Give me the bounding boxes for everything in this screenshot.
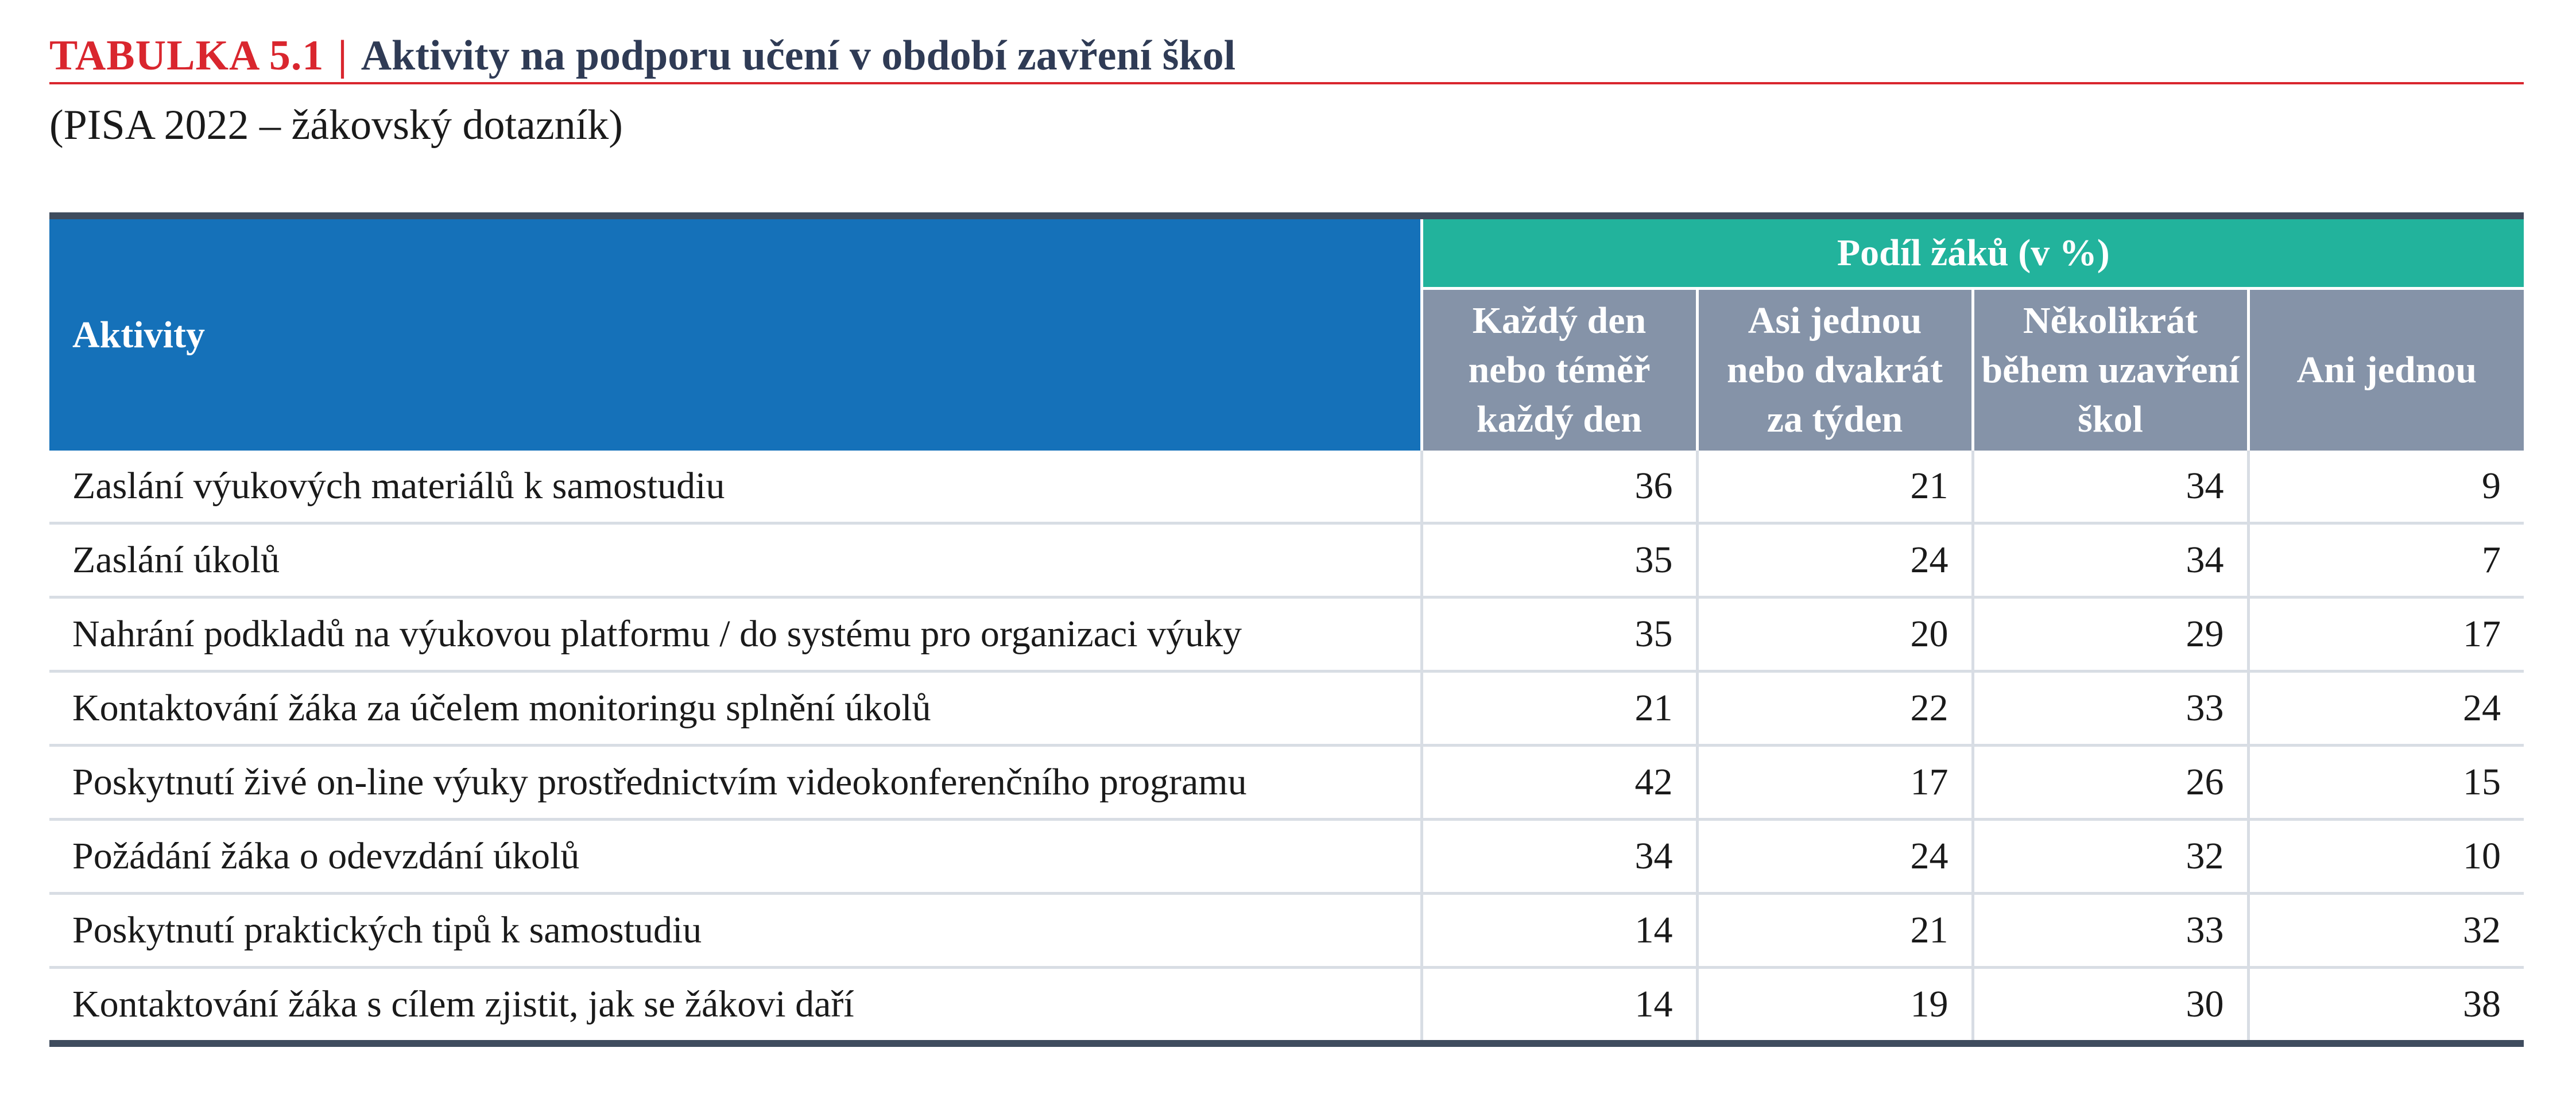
value-cell: 32 xyxy=(1973,820,2248,894)
value-cell: 15 xyxy=(2248,746,2524,820)
activity-cell: Poskytnutí praktických tipů k samostudiu xyxy=(49,894,1421,968)
value-cell: 34 xyxy=(1973,451,2248,523)
table-row xyxy=(49,523,2524,597)
column-header-never: Ani jednou xyxy=(2248,289,2524,451)
value-cell: 22 xyxy=(1697,672,1973,746)
table-row xyxy=(49,968,2524,1044)
value-cell: 35 xyxy=(1421,523,1697,597)
activity-cell: Nahrání podkladů na výukovou platformu / do systému pro organizaci výuky xyxy=(49,597,1421,672)
value-cell: 33 xyxy=(1973,894,2248,968)
header-row-group xyxy=(49,216,2524,289)
value-cell: 21 xyxy=(1697,894,1973,968)
value-cell: 30 xyxy=(1973,968,2248,1044)
value-cell: 14 xyxy=(1421,894,1697,968)
table-row xyxy=(49,746,2524,820)
column-header-several-times: Několikrát během uzavření škol xyxy=(1973,289,2248,451)
value-cell: 34 xyxy=(1973,523,2248,597)
table-subtitle: (PISA 2022 – žákovský dotazník) xyxy=(49,102,623,149)
table-title xyxy=(49,32,2524,84)
value-cell: 38 xyxy=(2248,968,2524,1044)
value-cell: 21 xyxy=(1421,672,1697,746)
value-cell: 26 xyxy=(1973,746,2248,820)
value-cell: 35 xyxy=(1421,597,1697,672)
value-cell: 17 xyxy=(1697,746,1973,820)
activity-cell: Zaslání výukových materiálů k samostudiu xyxy=(72,465,725,507)
table-row xyxy=(49,451,2524,523)
value-cell: 34 xyxy=(1421,820,1697,894)
column-header-daily: Každý den nebo téměř každý den xyxy=(1421,289,1697,451)
table-number-label: TABULKA 5.1 xyxy=(49,32,324,79)
value-cell: 24 xyxy=(1697,820,1973,894)
value-cell: 21 xyxy=(1697,451,1973,523)
table-row xyxy=(49,672,2524,746)
value-cell: 17 xyxy=(2248,597,2524,672)
value-cell: 7 xyxy=(2248,523,2524,597)
value-cell: 29 xyxy=(1973,597,2248,672)
activity-cell: Kontaktování žáka s cílem zjistit, jak se žákovi daří xyxy=(49,968,1421,1044)
activity-cell: Kontaktování žáka za účelem monitoringu splnění úkolů xyxy=(49,672,1421,746)
value-cell: 10 xyxy=(2248,820,2524,894)
value-cell: 24 xyxy=(1697,523,1973,597)
activity-cell: Požádání žáka o odevzdání úkolů xyxy=(49,820,1421,894)
activities-table xyxy=(49,212,2524,1047)
value-cell: 36 xyxy=(1421,451,1697,523)
title-separator: | xyxy=(338,32,347,79)
value-cell: 20 xyxy=(1697,597,1973,672)
value-cell: 32 xyxy=(2248,894,2524,968)
table-title-text: Aktivity na podporu učení v období zavření škol xyxy=(361,32,1236,79)
value-cell: 19 xyxy=(1697,968,1973,1044)
value-cell: 42 xyxy=(1421,746,1697,820)
value-cell: 9 xyxy=(2248,451,2524,523)
activity-cell: Zaslání úkolů xyxy=(49,523,1421,597)
value-cell: 24 xyxy=(2248,672,2524,746)
activity-column-header: Aktivity xyxy=(49,216,1421,451)
share-group-header: Podíl žáků (v %) xyxy=(1421,216,2524,289)
value-cell: 14 xyxy=(1421,968,1697,1044)
table-row xyxy=(49,894,2524,968)
activity-cell: Poskytnutí živé on-line výuky prostřednictvím videokonferenčního programu xyxy=(49,746,1421,820)
value-cell: 33 xyxy=(1973,672,2248,746)
table-row xyxy=(49,597,2524,672)
table-row xyxy=(49,820,2524,894)
column-header-weekly: Asi jednou nebo dvakrát za týden xyxy=(1697,289,1973,451)
